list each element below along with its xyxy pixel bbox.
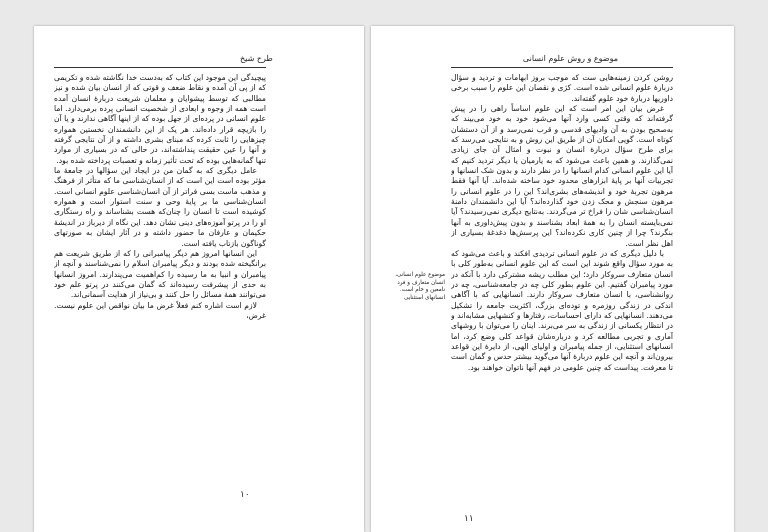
paragraph: این انسانها امروز هم دیگر پیامبرانی را که از طریق شریعت هم برانگیخته شده بودند و دیگر پیامبران اسلام را نمی‌شناسند و آنچه از پیامبران و انبیا به ما رسیده را کم‌اهمیت می‌پندارند. امروز انسانها به حدی از پیشرفت رسیده‌اند که گمان می‌کنند در پرتو علم خود می‌توانند همهٔ مسائل را حل کنند و بی‌نیاز از هدایت آسمانی‌اند. [54, 248, 266, 300]
running-head: موضوع و روش علوم انسانی [522, 54, 618, 63]
running-head: طرح شیخ [240, 54, 273, 63]
left-page [34, 26, 364, 532]
margin-note: موضوع علوم انسانی، انسان متعارف و فرد نامعین و خام است. انسانهای استثنایی [395, 272, 445, 301]
paragraph: روشن کردن زمینه‌هایی ست که موجب بروز ابهامات و تردید و سؤال دربارهٔ علوم انسانی شده است. کژی و نقصان این علوم را سبب برخی داوریها دربارهٔ خود علوم گفته‌اند. [451, 73, 673, 103]
page-body [451, 73, 673, 493]
page-number: ۱۰ [240, 490, 250, 500]
header-rule [54, 67, 266, 68]
page-body [54, 73, 266, 493]
paragraph: پیچیدگی این موجود این کتاب که به‌دست خدا نگاشته شده و تکریمی که از پی آن آمده و نقاط ضعف و قوتی که از انسان بیان شده و نیز مطالبی که توسط پیشوایان و معلمان شریعت دربارهٔ انسان آمده است همه از وجوه و ابعادی از شخصیت انسانی پرده برمی‌دارد. اما علوم انسانی در پرده‌ای از جهل بوده که از اینها آگاهی ندارند و یا آن را بازیچه قرار داده‌اند. هر یک از این دانشمندان نخستین همواره چیزهایی را ثابت کرده که مبنای بشری داشته و از آن نتایجی گرفته و آنها را عین حقیقت پنداشته‌اند، در حالی که در بسیاری از موارد تنها گمانه‌هایی بوده که تحت تأثیر زمانه و تعصبات پرداخته شده بود. [54, 73, 266, 165]
page-number: ۱۱ [464, 514, 474, 524]
paragraph: لازم است اشاره کنم فعلاً غرض ما بیان نواقص این علوم نیست. غرض، [54, 300, 266, 320]
paragraph: غرض بیان این امر است که این علوم اساساً راهی را در پیش گرفته‌اند که وقتی کسی وارد آنها می‌شود خود به خود می‌بیند که به‌صحیح بودن به آن وادیهای قدسی و قرب نمی‌رسد و از آن دستشان کوتاه است. گویی امکان آن از طریق این روش و به نتایجی می‌رسد که برای طرح سؤال دربارهٔ انسان و نبوت و امثال آن جای زیادی نمی‌گذارند. و همین باعث می‌شود که به یارمیان یا دیگر تردید کنیم که آیا این علوم انسانی کدام انسانها را در نظر دارند و بدون شک انسانها و تجربیات آنها بر پایهٔ ابزارهای محدود خود ساخته شده‌اند. آیا آنها فقط مرهون تجربهٔ خود و اندیشه‌های بشری‌اند؟ این را در علوم انسانی را مرهون سنجش و محک زدن خود گذارده‌اند؟ آیا این دانشمندان دامنهٔ انسان‌شناسی شان را فراخ تر می‌گردند. به‌نتایج دیگری نمی‌رسیدند؟ آیا نمی‌بایسته انسان را به همهٔ ابعاد بشناسند و بدون پیش‌داوری به آنها بنگرند؟ چرا از چنین کاری نکرده‌اند؟ این پرسش‌ها دغدغهٔ بسیاری از اهل نظر است. [451, 104, 673, 248]
header-rule [451, 67, 673, 68]
right-page [371, 26, 734, 532]
paragraph: عامل دیگری که به گمان من در ایجاد این سؤالها در جامعهٔ ما مؤثر بوده است این است که از انسان‌شناسی ما که متأثر از فرهنگ و مذهب ماست بسی فراتر از آن انسان‌شناسی علوم انسانی است. انسان‌شناسی ما بر پایهٔ وحی و سنت استوار است و همواره کوشیده است تا انسان را چنان‌که هست بشناساند و راه رستگاری او را در پرتو آموزه‌های دینی نشان دهد. این نگاه از دیرباز در اندیشهٔ حکیمان و عارفان ما حضور داشته و در آثار ایشان به صورتهای گوناگون بازتاب یافته است. [54, 166, 266, 248]
paragraph: با دلیل دیگری که در علوم انسانی تردیدی افکند و باعث می‌شود که به مورد سؤال واقع شوند این است که این علوم انسانی به‌طور کلی با انسان متعارف سروکار دارد؛ این مطلب ریشه مشترکی دارد با آنکه در مورد پیامبران گفتیم. این علوم بطور کلی چه در جامعه‌شناسی، چه در روانشناسی، با انسان متعارف سروکار دارند. انسانهایی که با آگاهی اندکی در زندگی روزمره و توده‌ای بزرگ، اکثریت جامعه را تشکیل می‌دهند. انسانهایی که دارای احساسات، رفتارها و کنشهایی مشابه‌اند و در انتظار یکسانی از زندگی به سر می‌برند. اینان را می‌توان با روشهای آماری و تجربی مطالعه کرد و درباره‌شان قواعد کلی وضع کرد، اما انسانهای استثنایی، از جمله پیامبران و اولیای الهی، از دایرهٔ این قواعد بیرون‌اند و آنچه این علوم دربارهٔ آنها می‌گوید بیشتر حدس و گمان است تا معرفت. پیداست که چنین علومی در فهم آنها ناتوان خواهند بود. [451, 248, 673, 372]
